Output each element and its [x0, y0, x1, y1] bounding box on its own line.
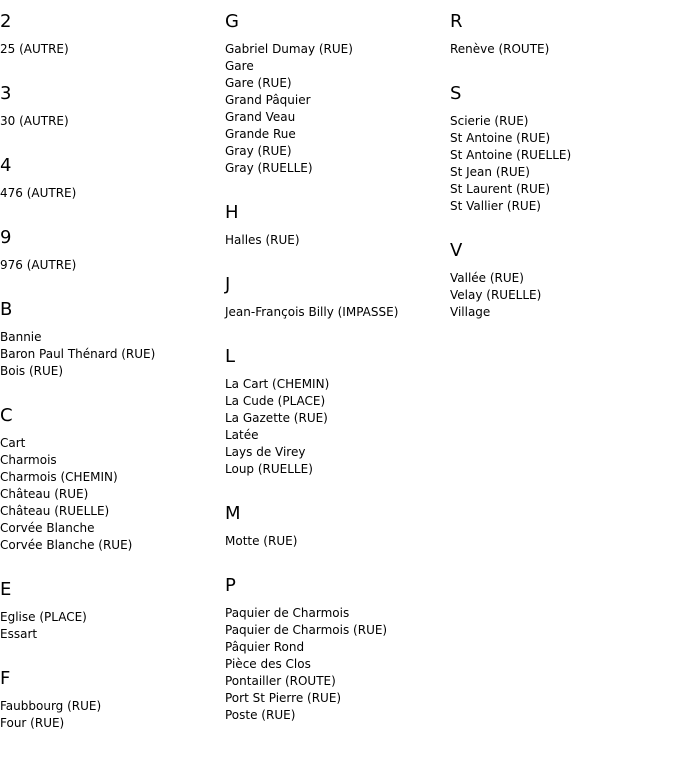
letter-group — [225, 274, 450, 336]
street-link[interactable]: St Laurent (RUE) — [450, 182, 551, 196]
letter-group — [0, 299, 225, 395]
letter-group — [0, 11, 225, 73]
section-letter-heading: P — [225, 575, 236, 596]
section-letter-heading: R — [450, 11, 463, 32]
street-link[interactable]: Four (RUE) — [0, 716, 65, 730]
street-link[interactable]: Velay (RUELLE) — [450, 288, 542, 302]
section-letter-heading: S — [450, 83, 462, 104]
street-link[interactable]: Paquier de Charmois (RUE) — [225, 623, 388, 637]
letter-group — [0, 83, 225, 145]
street-link[interactable]: Grand Pâquier — [225, 93, 311, 107]
street-link[interactable]: Charmois (CHEMIN) — [0, 470, 118, 484]
street-index-column-3 — [450, 0, 675, 336]
letter-group — [0, 155, 225, 217]
street-link[interactable]: Pâquier Rond — [225, 640, 305, 654]
street-list — [450, 113, 675, 215]
section-letter-heading: L — [225, 346, 236, 367]
street-list — [225, 304, 450, 321]
section-letter-heading: G — [225, 11, 239, 32]
letter-group — [225, 202, 450, 264]
street-link[interactable]: Gabriel Dumay (RUE) — [225, 42, 353, 56]
letter-group — [450, 11, 675, 73]
street-link[interactable]: St Jean (RUE) — [450, 165, 530, 179]
street-list — [0, 257, 225, 274]
street-link[interactable]: 976 (AUTRE) — [0, 258, 77, 272]
section-letter-heading: B — [0, 299, 13, 320]
letter-group — [225, 503, 450, 565]
street-link[interactable]: Village — [450, 305, 491, 319]
section-letter-heading: H — [225, 202, 239, 223]
street-link[interactable]: Baron Paul Thénard (RUE) — [0, 347, 156, 361]
street-link[interactable]: St Antoine (RUELLE) — [450, 148, 572, 162]
letter-group — [225, 346, 450, 493]
street-link[interactable]: St Antoine (RUE) — [450, 131, 551, 145]
street-link[interactable]: Corvée Blanche — [0, 521, 95, 535]
street-link[interactable]: Latée — [225, 428, 259, 442]
section-letter-heading: 3 — [0, 83, 12, 104]
street-link[interactable]: Bois (RUE) — [0, 364, 64, 378]
street-link[interactable]: Halles (RUE) — [225, 233, 300, 247]
street-index-column-2 — [225, 0, 450, 739]
street-list — [450, 270, 675, 321]
section-letter-heading: 9 — [0, 227, 12, 248]
street-link[interactable]: Faubbourg (RUE) — [0, 699, 102, 713]
street-link[interactable]: Vallée (RUE) — [450, 271, 524, 285]
street-link[interactable]: Poste (RUE) — [225, 708, 296, 722]
street-link[interactable]: La Cude (PLACE) — [225, 394, 326, 408]
street-list — [225, 376, 450, 478]
street-list — [0, 185, 225, 202]
street-list — [0, 41, 225, 58]
section-letter-heading: M — [225, 503, 241, 524]
street-list — [225, 232, 450, 249]
street-link[interactable]: Pièce des Clos — [225, 657, 311, 671]
street-list — [0, 435, 225, 554]
street-link[interactable]: Lays de Virey — [225, 445, 306, 459]
street-link[interactable]: Jean-François Billy (IMPASSE) — [225, 305, 399, 319]
street-list — [0, 329, 225, 380]
section-letter-heading: 2 — [0, 11, 12, 32]
section-letter-heading: V — [450, 240, 463, 261]
section-letter-heading: E — [0, 579, 12, 600]
section-letter-heading: 4 — [0, 155, 12, 176]
street-link[interactable]: Loup (RUELLE) — [225, 462, 313, 476]
street-link[interactable]: Port St Pierre (RUE) — [225, 691, 342, 705]
street-list — [225, 533, 450, 550]
street-link[interactable]: Eglise (PLACE) — [0, 610, 87, 624]
street-link[interactable]: Charmois — [0, 453, 57, 467]
street-list — [225, 605, 450, 724]
street-list — [0, 609, 225, 643]
street-link[interactable]: 476 (AUTRE) — [0, 186, 77, 200]
street-link[interactable]: Bannie — [0, 330, 42, 344]
street-link[interactable]: Gare — [225, 59, 254, 73]
street-link[interactable]: Gare (RUE) — [225, 76, 292, 90]
street-link[interactable]: Motte (RUE) — [225, 534, 298, 548]
street-link[interactable]: Corvée Blanche (RUE) — [0, 538, 133, 552]
street-link[interactable]: Gray (RUELLE) — [225, 161, 313, 175]
street-list — [0, 698, 225, 732]
street-link[interactable]: Paquier de Charmois — [225, 606, 350, 620]
street-link[interactable]: Essart — [0, 627, 38, 641]
street-list — [225, 41, 450, 177]
letter-group — [225, 575, 450, 739]
letter-group — [450, 240, 675, 336]
street-link[interactable]: Grande Rue — [225, 127, 296, 141]
letter-group — [225, 11, 450, 192]
section-letter-heading: C — [0, 405, 13, 426]
street-link[interactable]: 25 (AUTRE) — [0, 42, 69, 56]
street-link[interactable]: Gray (RUE) — [225, 144, 292, 158]
section-letter-heading: F — [0, 668, 11, 689]
street-link[interactable]: Château (RUELLE) — [0, 504, 110, 518]
street-link[interactable]: Pontailler (ROUTE) — [225, 674, 336, 688]
street-list — [0, 113, 225, 130]
street-link[interactable]: La Cart (CHEMIN) — [225, 377, 330, 391]
street-link[interactable]: La Gazette (RUE) — [225, 411, 328, 425]
street-link[interactable]: Scierie (RUE) — [450, 114, 529, 128]
street-link[interactable]: St Vallier (RUE) — [450, 199, 541, 213]
street-link[interactable]: 30 (AUTRE) — [0, 114, 69, 128]
street-link[interactable]: Château (RUE) — [0, 487, 89, 501]
letter-group — [0, 405, 225, 569]
street-link[interactable]: Grand Veau — [225, 110, 296, 124]
section-letter-heading: J — [225, 274, 231, 295]
street-link[interactable]: Renève (ROUTE) — [450, 42, 550, 56]
letter-group — [0, 227, 225, 289]
street-link[interactable]: Cart — [0, 436, 26, 450]
street-list — [450, 41, 675, 58]
letter-group — [0, 668, 225, 747]
street-index-column-1 — [0, 0, 225, 747]
letter-group — [450, 83, 675, 230]
letter-group — [0, 579, 225, 658]
